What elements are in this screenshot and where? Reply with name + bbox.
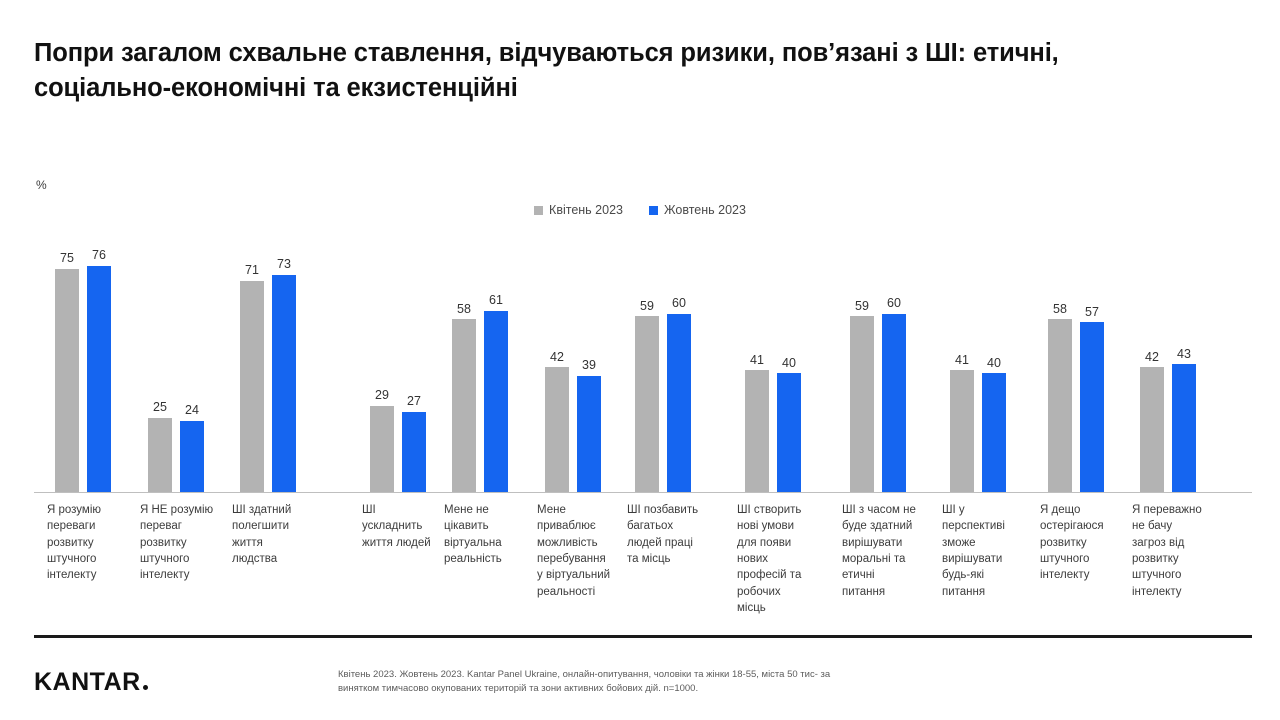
bar-value-label: 59	[855, 298, 869, 313]
bar-item[interactable]	[982, 236, 1006, 492]
legend-item-october[interactable]	[649, 203, 746, 217]
bar-group-bars	[745, 236, 801, 492]
bar-item[interactable]	[1140, 236, 1164, 492]
bar-april[interactable]	[635, 316, 659, 492]
bar-value-label: 40	[782, 355, 796, 370]
bar-item[interactable]	[577, 236, 601, 492]
bar-october[interactable]	[777, 373, 801, 492]
bar-october[interactable]	[484, 311, 508, 492]
bar-april[interactable]	[745, 370, 769, 492]
bar-group	[745, 236, 801, 492]
bar-april[interactable]	[240, 281, 264, 492]
bar-item[interactable]	[950, 236, 974, 492]
bar-value-label: 71	[245, 263, 259, 278]
bar-group-bars	[148, 236, 204, 492]
bar-group-bars	[1140, 236, 1196, 492]
category-label: Я розумію переваги розвитку штучного інтелекту	[47, 504, 102, 582]
bar-october[interactable]	[667, 314, 691, 493]
bar-april[interactable]	[370, 406, 394, 492]
bar-item[interactable]	[545, 236, 569, 492]
bar-value-label: 27	[407, 394, 421, 409]
bar-group-bars	[850, 236, 906, 492]
y-axis-unit-label: %	[36, 178, 47, 192]
bar-group-bars	[635, 236, 691, 492]
bar-group	[1140, 236, 1196, 492]
kantar-logo-dot	[143, 685, 148, 690]
bar-group-bars	[55, 236, 111, 492]
bar-item[interactable]	[635, 236, 659, 492]
bar-october[interactable]	[180, 421, 204, 492]
bar-item[interactable]	[777, 236, 801, 492]
category-label: ШІ у перспективі зможе вирішувати будь-які питання	[942, 504, 1005, 598]
category-label: ШІ здатний полегшити життя людства	[232, 504, 292, 565]
x-axis-line	[34, 492, 1252, 493]
bar-group	[545, 236, 601, 492]
bar-april[interactable]	[1140, 367, 1164, 492]
bar-october[interactable]	[272, 275, 296, 492]
bar-october[interactable]	[577, 376, 601, 492]
bar-value-label: 39	[582, 358, 596, 373]
bar-item[interactable]	[850, 236, 874, 492]
bar-item[interactable]	[402, 236, 426, 492]
bar-group	[240, 236, 296, 492]
bar-item[interactable]	[1080, 236, 1104, 492]
bar-october[interactable]	[87, 266, 111, 492]
bar-october[interactable]	[882, 314, 906, 493]
bar-value-label: 43	[1177, 346, 1191, 361]
bar-april[interactable]	[148, 418, 172, 492]
bar-item[interactable]	[667, 236, 691, 492]
bar-group-bars	[452, 236, 508, 492]
category-label: Я переважно не бачу загроз від розвитку штучного інтелекту	[1132, 504, 1202, 598]
bar-group	[1048, 236, 1104, 492]
bar-group	[148, 236, 204, 492]
bar-item[interactable]	[370, 236, 394, 492]
bar-value-label: 57	[1085, 304, 1099, 319]
kantar-logo-text: KANTAR	[34, 668, 141, 696]
bar-group	[55, 236, 111, 492]
bar-group	[950, 236, 1006, 492]
kantar-logo	[34, 668, 148, 697]
bar-item[interactable]	[272, 236, 296, 492]
category-label: Мене не цікавить віртуальна реальність	[444, 504, 502, 565]
source-note: Квітень 2023. Жовтень 2023. Kantar Panel Ukraine, онлайн-опитування, чоловіки та жінки 18-55, міста 50 тис- за винятком тимчасово окупованих територій та зони активних бойових дій. n=1000.	[338, 669, 831, 695]
bar-value-label: 24	[185, 403, 199, 418]
bar-value-label: 58	[457, 301, 471, 316]
bar-value-label: 76	[92, 248, 106, 263]
bar-item[interactable]	[1172, 236, 1196, 492]
category-label: ШІ створить нові умови для появи нових професій та робочих місць	[737, 504, 802, 614]
category-label: ШІ позбавить багатьох людей праці та місць	[627, 504, 699, 565]
bar-group-bars	[950, 236, 1006, 492]
category-label: Я дещо остерігаюся розвитку штучного інтелекту	[1040, 504, 1104, 582]
footer-divider	[34, 635, 1252, 638]
bar-value-label: 25	[153, 400, 167, 415]
bar-value-label: 41	[750, 352, 764, 367]
chart-legend	[0, 203, 1280, 217]
bar-item[interactable]	[484, 236, 508, 492]
category-label: ШІ ускладнить життя людей	[362, 504, 431, 549]
category-label: Мене приваблює можливість перебування у віртуальний реальності	[537, 504, 611, 598]
bar-value-label: 60	[887, 296, 901, 310]
bar-value-label: 29	[375, 388, 389, 403]
bar-group	[370, 236, 426, 492]
legend-label-april: Квітень 2023	[549, 203, 623, 217]
bar-value-label: 42	[550, 349, 564, 364]
category-label: ШІ з часом не буде здатний вирішувати моральні та етичні питання	[842, 504, 916, 598]
page-title: Попри загалом схвальне ставлення, відчуваються ризики, пов’язані з ШІ: етичні, соціально-економічні та екзистенційні	[34, 39, 1059, 103]
bar-item[interactable]	[180, 236, 204, 492]
bar-april[interactable]	[545, 367, 569, 492]
bar-april[interactable]	[452, 319, 476, 492]
bar-item[interactable]	[745, 236, 769, 492]
bar-october[interactable]	[982, 373, 1006, 492]
bar-item[interactable]	[55, 236, 79, 492]
bar-item[interactable]	[882, 236, 906, 492]
bar-group	[850, 236, 906, 492]
bar-october[interactable]	[1172, 364, 1196, 492]
bar-group	[635, 236, 691, 492]
bar-october[interactable]	[402, 412, 426, 492]
bar-group-bars	[240, 236, 296, 492]
bar-april[interactable]	[55, 269, 79, 492]
legend-swatch-april	[534, 206, 543, 215]
bar-april[interactable]	[850, 316, 874, 492]
bar-item[interactable]	[1048, 236, 1072, 492]
bar-april[interactable]	[950, 370, 974, 492]
bar-value-label: 58	[1053, 301, 1067, 316]
bar-value-label: 41	[955, 352, 969, 367]
bar-value-label: 73	[277, 257, 291, 272]
bar-value-label: 59	[640, 298, 654, 313]
bar-october[interactable]	[1080, 322, 1104, 492]
bar-value-label: 60	[672, 296, 686, 310]
bar-value-label: 40	[987, 355, 1001, 370]
bar-item[interactable]	[452, 236, 476, 492]
bar-item[interactable]	[148, 236, 172, 492]
bar-value-label: 42	[1145, 349, 1159, 364]
bar-group-bars	[545, 236, 601, 492]
legend-label-october: Жовтень 2023	[663, 203, 746, 217]
bar-value-label: 61	[489, 293, 503, 308]
category-label: Я НЕ розумію переваг розвитку штучного інтелекту	[140, 504, 214, 582]
bar-group	[452, 236, 508, 492]
bar-value-label: 75	[60, 251, 74, 266]
bar-chart-plot-area	[34, 236, 1252, 492]
legend-item-april[interactable]	[534, 203, 623, 217]
category-labels	[34, 502, 1252, 612]
bar-group-bars	[370, 236, 426, 492]
bar-group-bars	[1048, 236, 1104, 492]
bar-item[interactable]	[87, 236, 111, 492]
bar-april[interactable]	[1048, 319, 1072, 492]
bar-item[interactable]	[240, 236, 264, 492]
legend-swatch-october	[649, 206, 658, 215]
